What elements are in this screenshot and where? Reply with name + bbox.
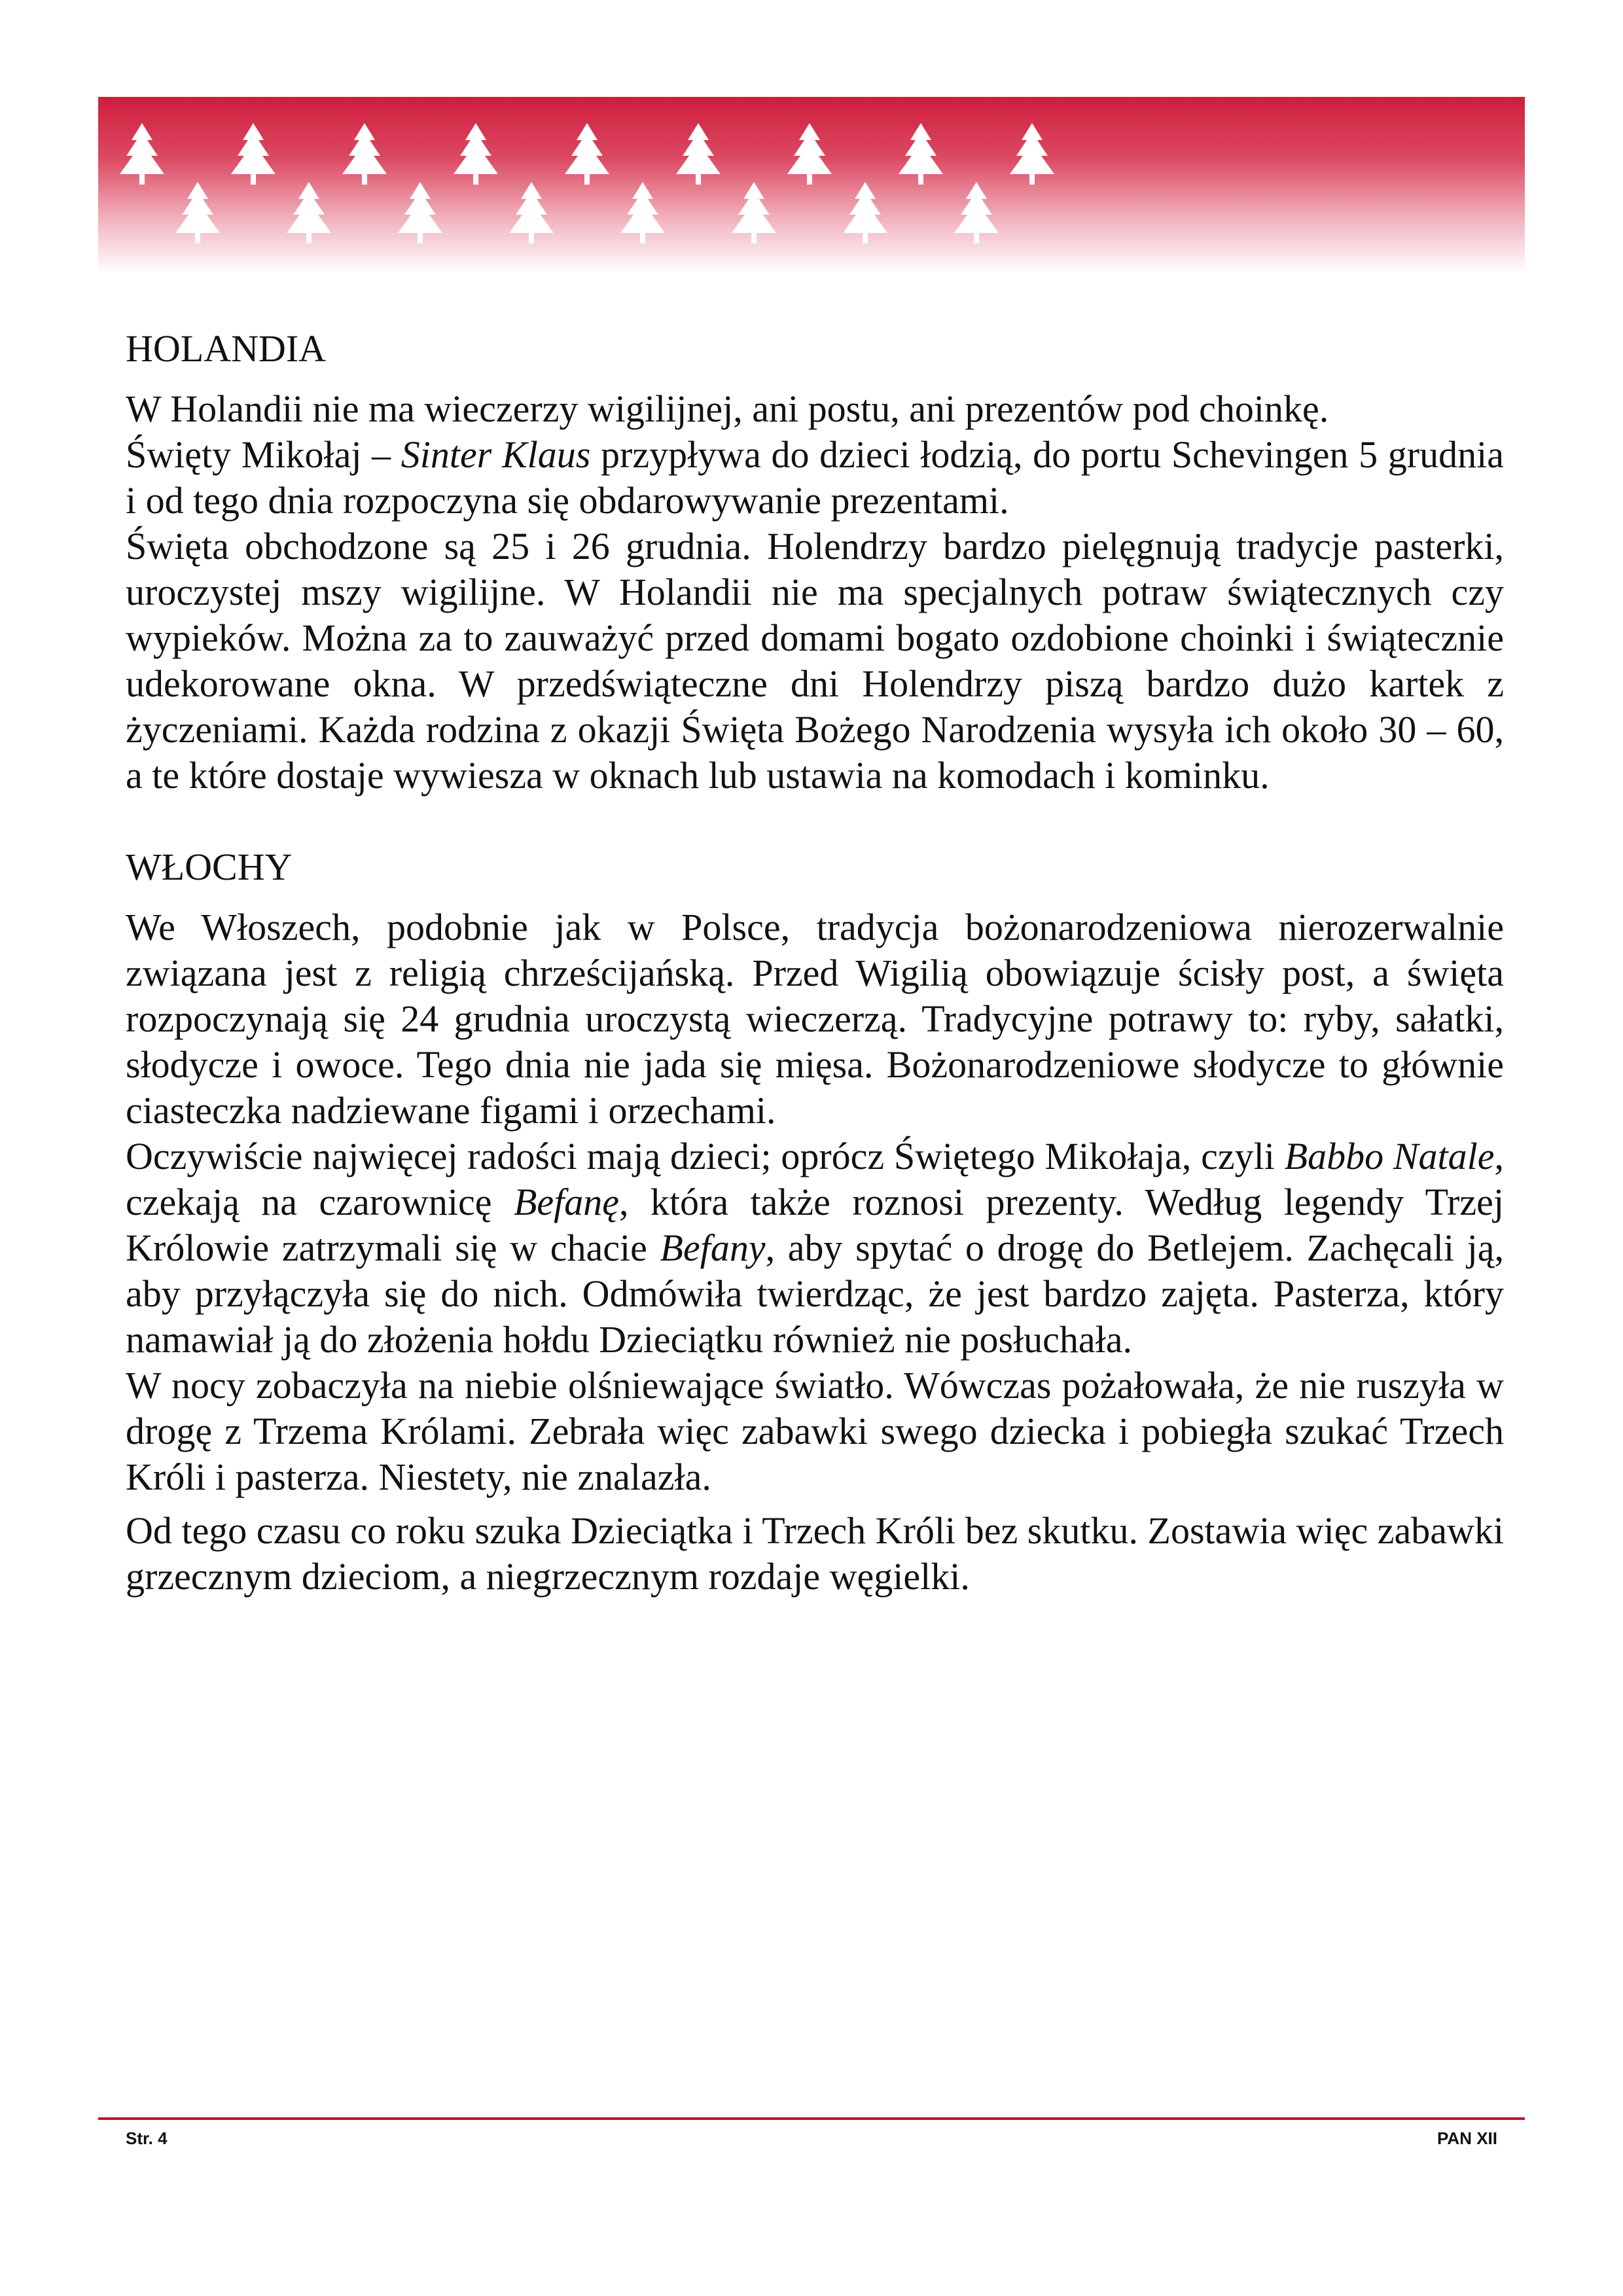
paragraph xyxy=(126,1363,1504,1500)
christmas-tree-icon xyxy=(726,181,781,246)
christmas-tree-icon xyxy=(170,181,225,246)
paragraph xyxy=(126,1508,1504,1600)
christmas-tree-icon xyxy=(115,122,169,187)
footer-divider xyxy=(98,2117,1525,2120)
christmas-tree-icon xyxy=(504,181,559,246)
christmas-tree-icon xyxy=(838,181,893,246)
italic-name: Babbo Natale xyxy=(1284,1135,1495,1177)
paragraph-text: W nocy zobaczyła na niebie olśniewające światło. Wówczas pożałowała, że nie ruszyła w drogę z Trzema Królami. Zebrała więc zabawki swego dziecka i pobiegła szukać Trzech Króli i pasterza. Niestety, nie znalazła. xyxy=(126,1364,1504,1498)
christmas-tree-icon xyxy=(560,122,615,187)
christmas-tree-icon xyxy=(671,122,726,187)
paragraph-text: Od tego czasu co roku szuka Dzieciątka i Trzech Króli bez skutku. Zostawia więc zabawki grzecznym dzieciom, a niegrzecznym rozdaje węgielki. xyxy=(126,1509,1504,1598)
section-wlochy xyxy=(126,844,1504,1600)
paragraph xyxy=(126,1134,1504,1363)
italic-name: Befanę xyxy=(513,1181,619,1223)
christmas-tree-icon xyxy=(949,181,1004,246)
italic-name: Befany xyxy=(660,1227,766,1269)
section-holandia xyxy=(126,326,1504,798)
paragraph-text: Oczywiście najwięcej radości mają dzieci; oprócz Świętego Mikołaja, czyli xyxy=(126,1135,1285,1177)
christmas-tree-icon xyxy=(337,122,392,187)
paragraph-text: przypływa do dzieci łodzią, do portu Schevingen 5 grudnia i od tego dnia rozpoczyna się obdarowywanie prezentami. xyxy=(126,433,1504,522)
christmas-tree-icon xyxy=(393,181,448,246)
section-heading: WŁOCHY xyxy=(126,846,293,888)
italic-name: Sinter Klaus xyxy=(401,433,591,476)
paragraph-text: , czekają na czarownicę xyxy=(126,1135,1504,1223)
christmas-tree-icon xyxy=(782,122,837,187)
section-heading: HOLANDIA xyxy=(126,327,327,370)
paragraph-text: , aby spytać o drogę do Betlejem. Zachęcali ją, aby przyłączyła się do nich. Odmówiła twierdząc, że jest bardzo zajęta. Pasterza, który namawiał ją do złożenia hołdu Dzieciątku również nie posłuchała. xyxy=(126,1227,1504,1361)
christmas-banner xyxy=(98,97,1525,274)
christmas-tree-icon xyxy=(893,122,948,187)
page-number: Str. 4 xyxy=(126,2128,168,2148)
paragraph xyxy=(126,905,1504,1134)
christmas-tree-icon xyxy=(226,122,281,187)
paragraph-text: , która także roznosi prezenty. Według legendy Trzej Królowie zatrzymali się w chacie xyxy=(126,1181,1504,1269)
paragraph-text: Święty Mikołaj – xyxy=(126,433,401,476)
paragraph-text: W Holandii nie ma wieczerzy wigilijnej, ani postu, ani prezentów pod choinkę. xyxy=(126,387,1329,430)
christmas-tree-icon xyxy=(615,181,670,246)
article-body xyxy=(126,326,1504,1600)
paragraph xyxy=(126,524,1504,798)
paragraph-text: Święta obchodzone są 25 i 26 grudnia. Holendrzy bardzo pielęgnują tradycje pasterki, uroczystej mszy wigilijne. W Holandii nie ma specjalnych potraw świątecznych czy wypieków. Można za to zauważyć przed domami bogato ozdobione choinki i świątecznie udekorowane okna. W przedświąteczne dni Holendrzy piszą bardzo dużo kartek z życzeniami. Każda rodzina z okazji Święta Bożego Narodzenia wysyła ich około 30 – 60, a te które dostaje wywiesza w oknach lub ustawia na komodach i kominku. xyxy=(126,525,1504,797)
christmas-tree-icon xyxy=(281,181,336,246)
paragraph xyxy=(126,386,1504,432)
paragraph-text: We Włoszech, podobnie jak w Polsce, tradycja bożonarodzeniowa nierozerwalnie związana jest z religią chrześcijańską. Przed Wigilią obowiązuje ścisły post, a święta rozpoczynają się 24 grudnia uroczystą wieczerzą. Tradycyjne potrawy to: ryby, sałatki, słodycze i owoce. Tego dnia nie jada się mięsa. Bożonarodzeniowe słodycze to głównie ciasteczka nadziewane figami i orzechami. xyxy=(126,906,1504,1132)
christmas-tree-icon xyxy=(448,122,503,187)
publication-name: PAN XII xyxy=(1437,2128,1497,2148)
paragraph xyxy=(126,432,1504,524)
christmas-tree-icon xyxy=(1005,122,1060,187)
